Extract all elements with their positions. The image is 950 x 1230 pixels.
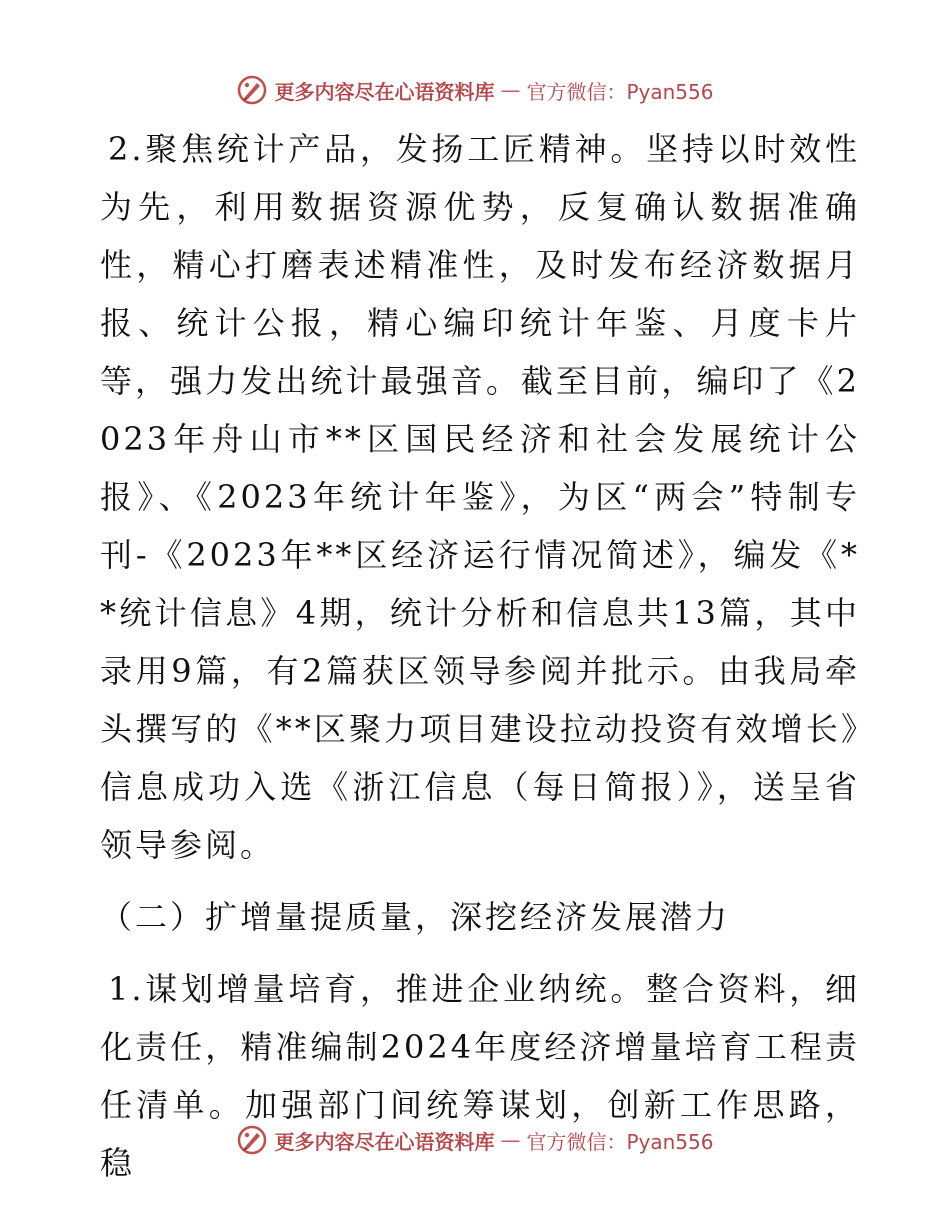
footer-watermark-banner	[0, 1120, 950, 1160]
pen-logo-icon	[236, 74, 268, 106]
document-body	[100, 120, 860, 1192]
footer-wechat-text: 官方微信：Pyan556	[526, 1129, 714, 1154]
section-heading-2: （二）扩增量提质量，深挖经济发展潜力	[100, 898, 731, 936]
header-separator: —	[500, 78, 521, 102]
pen-logo-icon	[236, 1124, 268, 1156]
paragraph-increment-cultivation: 1.谋划增量培育，推进企业纳统。整合资料，细化责任，精准编制2024年度经济增量培育工程责任清单。加强部门间统筹谋划，创新工作思路，稳	[100, 970, 860, 1182]
footer-site-text: 更多内容尽在心语资料库	[274, 1129, 495, 1154]
header-watermark-banner	[0, 70, 950, 110]
header-wechat-text: 官方微信：Pyan556	[526, 79, 714, 104]
paragraph-statistics-products: 2.聚焦统计产品，发扬工匠精神。坚持以时效性为先，利用数据资源优势，反复确认数据准确性，精心打磨表述精准性，及时发布经济数据月报、统计公报，精心编印统计年鉴、月度卡片等，强力发出统计最强音。截至目前，编印了《2023年舟山市**区国民经济和社会发展统计公报》、《2023年统计年鉴》，为区“两会”特制专刊-《2023年**区经济运行情况简述》，编发《**统计信息》4期，统计分析和信息共13篇，其中录用9篇，有2篇获区领导参阅并批示。由我局牵头撰写的《**区聚力项目建设拉动投资有效增长》信息成功入选《浙江信息（每日简报）》，送呈省领导参阅。	[100, 130, 860, 864]
header-site-text: 更多内容尽在心语资料库	[274, 79, 495, 104]
footer-separator: —	[500, 1128, 521, 1152]
